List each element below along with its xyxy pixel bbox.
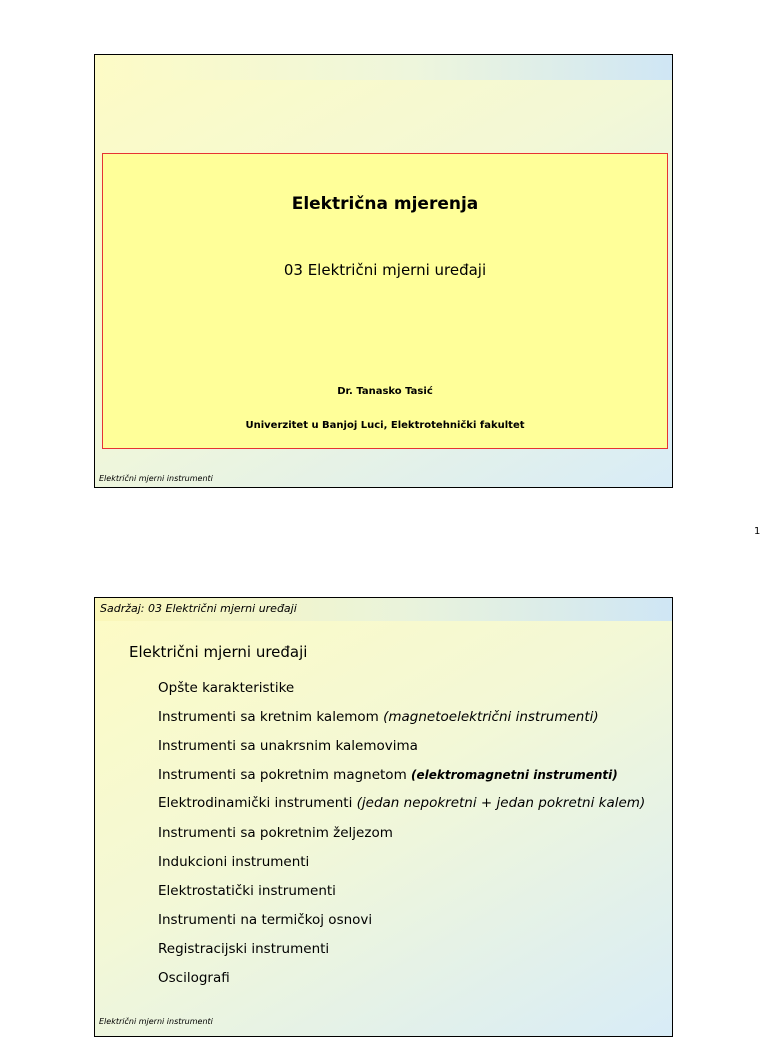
list-item: Registracijski instrumenti	[158, 941, 330, 957]
slide-subtitle: 03 Električni mjerni uređaji	[283, 261, 487, 279]
slide-header	[95, 598, 672, 621]
institution-name: Univerzitet u Banjoj Luci, Elektrotehnički fakultet	[245, 420, 525, 431]
list-item: Instrumenti sa pokretnim magnetom (elektromagnetni instrumenti)	[158, 767, 618, 783]
contents-heading: Električni mjerni uređaji	[129, 643, 308, 661]
slide-footer: Električni mjerni instrumenti	[99, 474, 213, 483]
contents-list	[158, 674, 658, 993]
list-item: Instrumenti na termičkoj osnovi	[158, 912, 373, 928]
list-item: Elektrostatički instrumenti	[158, 883, 336, 899]
page-number: 1	[754, 526, 761, 537]
author-name: Dr. Tanasko Tasić	[337, 386, 433, 397]
list-item: Opšte karakteristike	[158, 680, 295, 696]
title-box	[102, 153, 668, 449]
slide-title: Električna mjerenja	[291, 194, 479, 214]
list-item-note: (elektromagnetni instrumenti)	[411, 768, 618, 782]
list-item: Oscilografi	[158, 970, 230, 986]
list-item: Elektrodinamički instrumenti (jedan nepokretni + jedan pokretni kalem)	[158, 795, 646, 811]
slide-top-strip	[95, 55, 672, 80]
list-item-note: (magnetoelektrični instrumenti)	[383, 709, 599, 725]
slide-footer: Električni mjerni instrumenti	[99, 1017, 213, 1026]
contents-slide	[94, 597, 673, 1037]
list-item: Indukcioni instrumenti	[158, 854, 310, 870]
title-slide	[94, 54, 673, 488]
list-item: Instrumenti sa kretnim kalemom (magnetoelektrični instrumenti)	[158, 709, 599, 725]
list-item: Instrumenti sa unakrsnim kalemovima	[158, 738, 418, 754]
list-item: Instrumenti sa pokretnim željezom	[158, 825, 393, 841]
slide-header-text: Sadržaj: 03 Električni mjerni uređaji	[100, 602, 297, 615]
list-item-note: (jedan nepokretni + jedan pokretni kalem)	[356, 795, 646, 811]
